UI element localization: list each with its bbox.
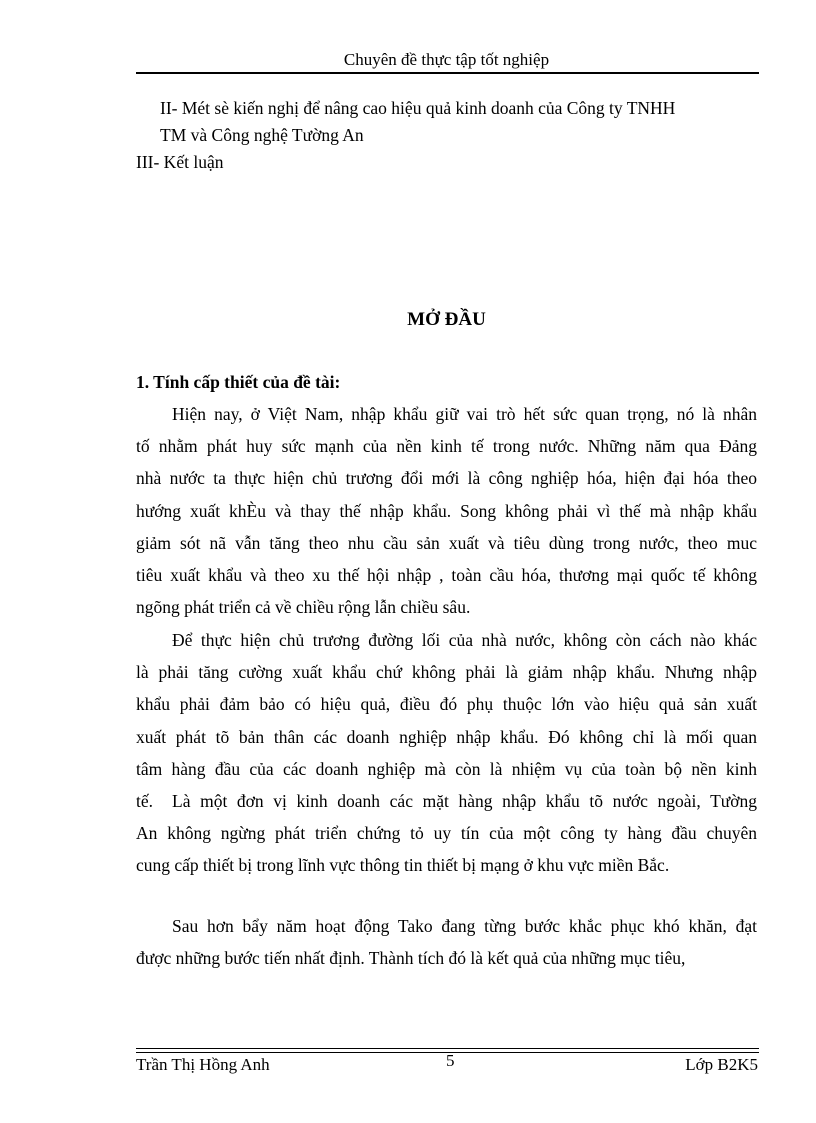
paragraph-line: tế. xyxy=(136,791,154,811)
paragraph-line: nhà nước ta thực hiện chủ trương đổi mới là công nghiệp hóa, hiện đại hóa theo xyxy=(136,468,757,489)
paragraph-line: Hiện nay, ở Việt Nam, nhập khẩu giữ vai trò hết sức quan trọng, nó là nhân xyxy=(172,404,757,424)
paragraph-line: ngõng phát triển cả về chiều rộng lẫn chiều sâu. xyxy=(136,597,471,618)
running-header: Chuyên đề thực tập tốt nghiệp xyxy=(343,50,550,69)
paragraph-line: giảm sót nã vẫn tăng theo nhu cầu sản xuất và tiêu dùng trong nước, theo muc xyxy=(136,532,757,553)
toc-item: TM và Công nghệ Tường An xyxy=(160,125,364,145)
paragraph-line: tâm hàng đầu của các doanh nghiệp mà còn là nhiệm vụ của toàn bộ nền kinh xyxy=(136,758,757,779)
footer-class: Lớp B2K5 xyxy=(685,1055,758,1074)
paragraph-line: xuất phát tõ bản thân các doanh nghiệp nhập khẩu. Đó không chỉ là mối quan xyxy=(136,726,757,747)
paragraph-line: tiêu xuất khẩu và theo xu thế hội nhập , toàn cầu hóa, thương mại quốc tế không xyxy=(136,565,757,585)
section-title: MỞ ĐẦU xyxy=(407,309,486,330)
paragraph-line: Để thực hiện chủ trương đường lối của nhà nước, không còn cách nào khác xyxy=(172,630,757,650)
toc-item: II- Mét sè kiến nghị để nâng cao hiệu quả kinh doanh của Công ty TNHH xyxy=(160,98,676,118)
header-rule xyxy=(136,72,759,74)
paragraph-line: hướng xuất khÈu và thay thế nhập khẩu. Song không phải vì thế mà nhập khẩu xyxy=(136,500,757,521)
page-number: 5 xyxy=(446,1051,455,1070)
paragraph-line: tố nhằm phát huy sức mạnh của nền kinh tế trong nước. Những năm qua Đảng xyxy=(136,436,757,457)
paragraph-line: khẩu phải đảm bảo có hiệu quả, điều đó phụ thuộc lớn vào hiệu quả sản xuất xyxy=(136,694,757,715)
paragraph-line: Sau hơn bẩy năm hoạt động Tako đang từng bước khắc phục khó khăn, đạt xyxy=(172,916,757,936)
section-heading: 1. Tính cấp thiết của đề tài: xyxy=(136,372,341,392)
paragraph-line: được những bước tiến nhất định. Thành tích đó là kết quả của những mục tiêu, xyxy=(136,948,686,969)
paragraph-line: cung cấp thiết bị trong lĩnh vực thông tin thiết bị mạng ở khu vực miền Bắc. xyxy=(136,855,670,876)
paragraph-line: là phải tăng cường xuất khẩu chứ không phải là giảm nhập khẩu. Nhưng nhập xyxy=(136,662,757,683)
paragraph-line: Là một đơn vị kinh doanh các mặt hàng nhập khẩu tõ nước ngoài, Tường xyxy=(172,791,757,811)
paragraph-line: An không ngừng phát triển chứng tỏ uy tín của một công ty hàng đầu chuyên xyxy=(136,823,757,844)
toc-item: III- Kết luận xyxy=(136,152,224,172)
footer-author: Trần Thị Hồng Anh xyxy=(136,1055,270,1074)
